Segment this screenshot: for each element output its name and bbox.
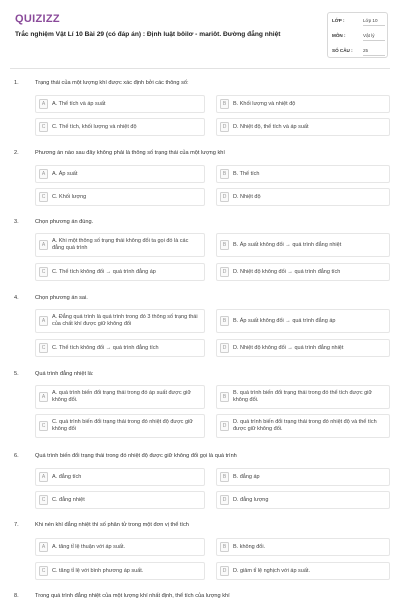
- option-b[interactable]: [216, 165, 390, 183]
- option-letter-badge: C: [39, 122, 48, 132]
- meta-label: LỚP :: [332, 18, 345, 23]
- option-text: A. Khi một thông số trạng thái không đổi ta gọi đó là các đẳng quá trình: [52, 238, 189, 251]
- option-letter-badge: C: [39, 566, 48, 576]
- option-text: B. đẳng áp: [233, 473, 260, 480]
- question-text: Chọn phương án đúng.: [35, 219, 94, 225]
- option-text: A. Áp suất: [52, 170, 78, 177]
- question-number: 7.: [14, 522, 19, 528]
- option-b[interactable]: [216, 233, 390, 257]
- option-letter-badge: A: [39, 169, 48, 179]
- option-text: B. Áp suất không đổi → quá trình đẳng nhiệt: [233, 241, 342, 248]
- option-text: C. Thể tích không đổi → quá trình đẳng tích: [52, 344, 159, 351]
- option-d[interactable]: [216, 339, 390, 357]
- question-number: 1.: [14, 80, 19, 86]
- option-text: C. Thể tích, khối lượng và nhiệt độ: [52, 123, 137, 130]
- option-letter-badge: B: [220, 316, 229, 326]
- option-c[interactable]: [35, 414, 205, 438]
- option-letter-badge: D: [220, 566, 229, 576]
- meta-label: SỐ CÂU :: [332, 48, 353, 53]
- meta-value: Lớp 10: [363, 16, 385, 26]
- option-letter-badge: B: [220, 472, 229, 482]
- meta-value: 25: [363, 46, 385, 56]
- option-d[interactable]: [216, 562, 390, 580]
- option-text: D. đẳng lượng: [233, 496, 269, 503]
- option-b[interactable]: [216, 538, 390, 556]
- question-number: 5.: [14, 371, 19, 377]
- option-b[interactable]: [216, 309, 390, 333]
- option-c[interactable]: [35, 118, 205, 136]
- option-letter-badge: C: [39, 267, 48, 277]
- option-a[interactable]: [35, 165, 205, 183]
- option-c[interactable]: [35, 263, 205, 281]
- option-letter-badge: D: [220, 192, 229, 202]
- option-d[interactable]: [216, 188, 390, 206]
- option-text: A. Đẳng quá trình là quá trình trong đó 3 thông số trạng thái của chất khí được giữ không đổi: [52, 314, 198, 327]
- option-text: D. Nhiệt độ, thể tích và áp suất: [233, 123, 309, 130]
- option-text: B. không đổi.: [233, 543, 266, 550]
- option-b[interactable]: [216, 95, 390, 113]
- option-letter-badge: C: [39, 343, 48, 353]
- option-c[interactable]: [35, 491, 205, 509]
- meta-row-count: [332, 46, 386, 56]
- option-letter-badge: C: [39, 192, 48, 202]
- question-number: 6.: [14, 453, 19, 459]
- option-text: D. quá trình biến đổi trạng thái trong đó nhiệt độ và thể tích được giữ không đổi.: [233, 419, 377, 432]
- option-letter-badge: D: [220, 495, 229, 505]
- meta-value: Vật lý: [363, 31, 385, 41]
- option-letter-badge: D: [220, 122, 229, 132]
- option-text: B. quá trình biến đổi trạng thái trong đó thể tích được giữ không đổi.: [233, 390, 373, 403]
- question-number: 3.: [14, 219, 19, 225]
- option-letter-badge: A: [39, 316, 48, 326]
- option-letter-badge: A: [39, 392, 48, 402]
- option-c[interactable]: [35, 562, 205, 580]
- question-text: Trạng thái của một lượng khí được xác định bởi các thông số:: [35, 80, 189, 86]
- option-d[interactable]: [216, 118, 390, 136]
- meta-info-box: [327, 12, 388, 58]
- option-text: D. giảm tỉ lệ nghịch với áp suất.: [233, 567, 310, 574]
- option-text: D. Nhiệt độ: [233, 193, 261, 200]
- option-letter-badge: A: [39, 472, 48, 482]
- option-letter-badge: A: [39, 542, 48, 552]
- question-number: 2.: [14, 150, 19, 156]
- option-text: B. Thể tích: [233, 170, 260, 177]
- option-letter-badge: A: [39, 240, 48, 250]
- question-text: Trong quá trình đẳng nhiệt của một lượng khí nhất định, thể tích của lượng khí: [35, 593, 230, 599]
- option-letter-badge: B: [220, 169, 229, 179]
- option-text: D. Nhiệt độ không đổi → quá trình đẳng tích: [233, 268, 341, 275]
- option-letter-badge: D: [220, 421, 229, 431]
- option-a[interactable]: [35, 233, 205, 257]
- meta-row-class: [332, 16, 386, 26]
- option-letter-badge: C: [39, 421, 48, 431]
- option-text: C. quá trình biến đổi trạng thái trong đó nhiệt độ được giữ không đổi: [52, 419, 193, 432]
- option-a[interactable]: [35, 468, 205, 486]
- question-text: Quá trình biến đổi trạng thái trong đó nhiệt độ được giữ không đổi gọi là quá trình: [35, 453, 237, 459]
- meta-label: MÔN :: [332, 33, 346, 38]
- meta-row-subject: [332, 31, 386, 41]
- option-letter-badge: A: [39, 99, 48, 109]
- option-c[interactable]: [35, 339, 205, 357]
- worksheet-header: [0, 0, 400, 64]
- option-text: A. đẳng tích: [52, 473, 82, 480]
- question-number: 4.: [14, 295, 19, 301]
- option-text: B. Áp suất không đổi → quá trình đẳng áp: [233, 317, 336, 324]
- option-text: C. Thể tích không đổi → quá trình đẳng áp: [52, 268, 156, 275]
- worksheet-title: Trắc nghiệm Vật Lí 10 Bài 29 (có đáp án) : Định luật bôilơ - mariôt. Đường đẳng nhiệt: [15, 31, 281, 38]
- option-text: C. đẳng nhiệt: [52, 496, 85, 503]
- question-text: Phương án nào sau đây không phải là thông số trạng thái của một lượng khí: [35, 150, 225, 156]
- option-text: A. quá trình biến đổi trạng thái trong đó áp suất được giữ không đổi.: [52, 390, 192, 403]
- option-letter-badge: C: [39, 495, 48, 505]
- option-b[interactable]: [216, 468, 390, 486]
- option-letter-badge: D: [220, 343, 229, 353]
- option-letter-badge: D: [220, 267, 229, 277]
- option-text: A. tăng tỉ lệ thuận với áp suất.: [52, 543, 126, 550]
- quizizz-logo: QUIZIZZ: [15, 13, 60, 25]
- question-text: Quá trình đẳng nhiệt là:: [35, 371, 94, 377]
- option-letter-badge: B: [220, 240, 229, 250]
- option-text: C. tăng tỉ lệ với bình phương áp suất.: [52, 567, 144, 574]
- question-number: 8.: [14, 593, 19, 599]
- option-a[interactable]: [35, 385, 205, 409]
- option-a[interactable]: [35, 309, 205, 333]
- question-text: Khi nén khí đẳng nhiệt thì số phân tử trong một đơn vị thể tích: [35, 522, 189, 528]
- option-a[interactable]: [35, 538, 205, 556]
- option-d[interactable]: [216, 491, 390, 509]
- option-c[interactable]: [35, 188, 205, 206]
- option-text: C. Khối lượng: [52, 193, 87, 200]
- option-letter-badge: B: [220, 392, 229, 402]
- option-d[interactable]: [216, 414, 390, 438]
- option-letter-badge: B: [220, 542, 229, 552]
- option-letter-badge: B: [220, 99, 229, 109]
- option-a[interactable]: [35, 95, 205, 113]
- option-text: B. Khối lượng và nhiệt độ: [233, 100, 296, 107]
- option-b[interactable]: [216, 385, 390, 409]
- header-divider: [10, 68, 390, 69]
- option-text: A. Thể tích và áp suất: [52, 100, 106, 107]
- option-text: D. Nhiệt độ không đổi → quá trình đẳng nhiệt: [233, 344, 344, 351]
- question-text: Chọn phương án sai.: [35, 295, 88, 301]
- option-d[interactable]: [216, 263, 390, 281]
